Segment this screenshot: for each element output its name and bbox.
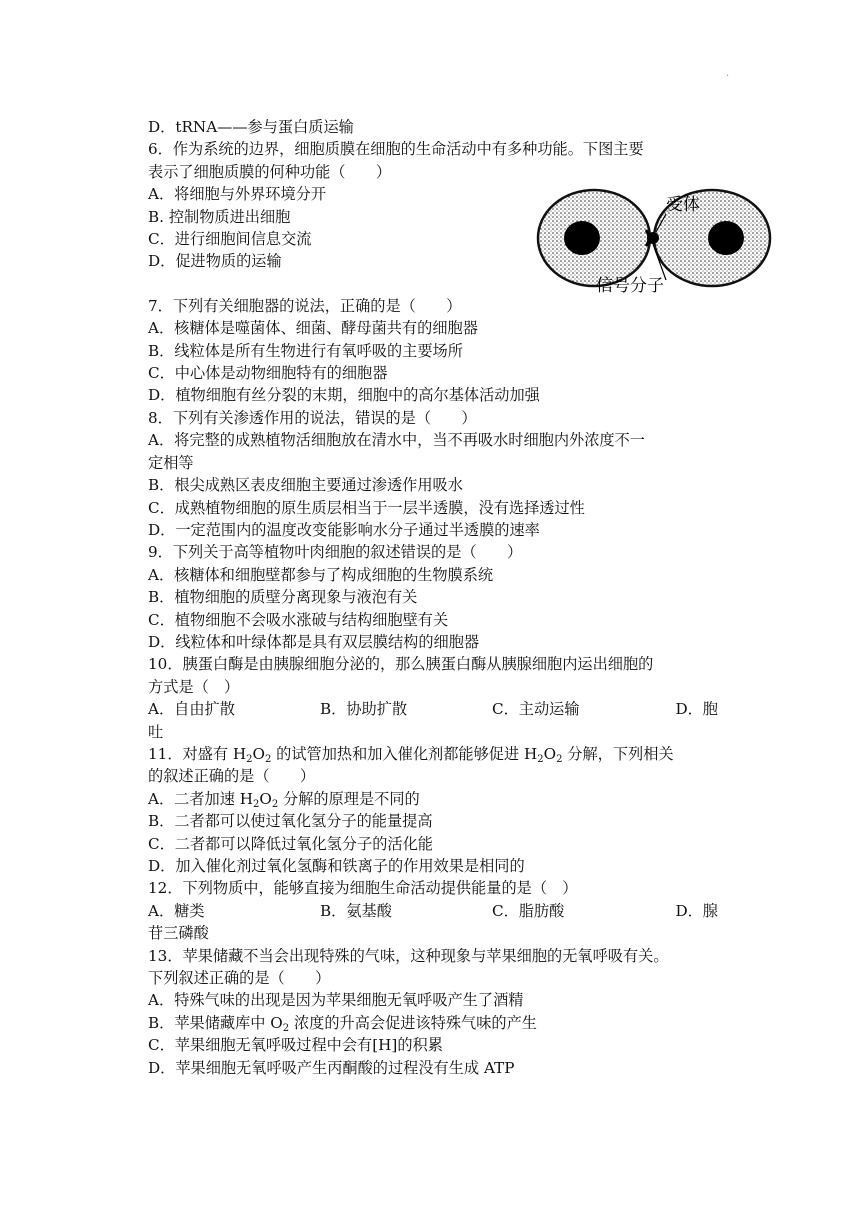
receptor-label: 受体 [666,195,700,215]
q13-option-c: C．苹果细胞无氧呼吸过程中会有[H]的积累 [148,1036,443,1055]
exam-page [148,116,718,1079]
question-9 [148,541,718,653]
question-11 [148,743,718,877]
q5-option-d: D．tRNA——参与蛋白质运输 [148,118,354,136]
q10-option-a: A．自由扩散 [148,700,235,719]
q11-option-c: C．二者都可以降低过氧化氢分子的活化能 [148,834,433,853]
q7-option-b: B．线粒体是所有生物进行有氧呼吸的主要场所 [148,341,463,360]
question-13 [148,945,718,1079]
q7-stem: 7．下列有关细胞器的说法，正确的是（ ） [148,296,462,315]
page-mark: . [726,68,730,79]
q9-option-d: D．线粒体和叶绿体都是具有双层膜结构的细胞器 [148,632,480,651]
q13-stem-line2: 下列叙述正确的是（ ） [148,969,331,988]
question-6 [148,138,718,272]
q7-option-d: D．植物细胞有丝分裂的末期，细胞中的高尔基体活动加强 [148,386,540,405]
q8-option-c: C．成熟植物细胞的原生质层相当于一层半透膜，没有选择透过性 [148,498,585,517]
q11-option-d: D．加入催化剂过氧化氢酶和铁离子的作用效果是相同的 [148,857,525,875]
q11-stem-line1: 11．对盛有 $H_2O_2$ 的试管加热和加入催化剂都能够促进 $H_2O_2$ 分解，下列相关 [148,744,674,765]
q12-option-d: D．腺 [675,901,718,920]
q12-option-a: A．糖类 [148,901,205,920]
q12-options-row [148,900,718,922]
q9-stem: 9．下列关于高等植物叶肉细胞的叙述错误的是（ ） [148,543,523,562]
q6-stem-line2: 表示了细胞质膜的何种功能（ ） [148,162,391,181]
q11-stem-line2: 的叙述正确的是（ ） [148,767,316,786]
q10-stem-line1: 10．胰蛋白酶是由胰腺细胞分泌的，那么胰蛋白酶从胰腺细胞内运出细胞的 [148,655,654,674]
q12-option-d-tail: 苷三磷酸 [148,924,209,943]
q11-option-a: A．二者加速 $H_2O_2$ 分解的原理是不同的 [148,789,420,810]
q10-options-row [148,698,718,720]
q10-option-b: B．协助扩散 [320,700,408,719]
question-12 [148,877,718,944]
q12-stem: 12．下列物质中，能够直接为细胞生命活动提供能量的是（ ） [148,879,578,898]
question-7 [148,295,718,407]
q13-stem-line1: 13．苹果储藏不当会出现特殊的气味，这种现象与苹果细胞的无氧呼吸有关。 [148,946,669,965]
q6-option-a: A．将细胞与外界环境分开 [148,185,327,204]
q13-option-d: D．苹果细胞无氧呼吸产生丙酮酸的过程没有生成 ATP [148,1058,515,1077]
q12-option-b: B．氨基酸 [320,901,392,920]
q6-stem-line1: 6．作为系统的边界，细胞质膜在细胞的生命活动中有多种功能。下图主要 [148,140,644,159]
q11-option-b: B．二者都可以使过氧化氢分子的能量提高 [148,812,433,831]
q12-option-c: C．脂肪酸 [492,901,565,920]
q7-option-a: A．核糖体是噬菌体、细菌、酵母菌共有的细胞器 [148,319,478,338]
q8-option-d: D．一定范围内的温度改变能影响水分子通过半透膜的速率 [148,520,540,539]
q10-option-c: C．主动运输 [492,700,580,719]
question-10 [148,653,718,743]
signal-molecule-label: 信号分子 [596,276,664,294]
question-8 [148,407,718,541]
q6-option-d: D．促进物质的运输 [148,252,282,271]
q8-stem: 8．下列有关渗透作用的说法，错误的是（ ） [148,408,477,427]
q7-option-c: C．中心体是动物细胞特有的细胞器 [148,364,388,383]
q6-option-b: B. 控制物质进出细胞 [148,207,291,226]
q8-option-b: B．根尖成熟区表皮细胞主要通过渗透作用吸水 [148,476,463,495]
q13-option-b: B．苹果储藏库中 $O_2$ 浓度的升高会促进该特殊气味的产生 [148,1013,537,1034]
q9-option-b: B．植物细胞的质壁分离现象与液泡有关 [148,588,418,607]
q13-option-a: A．特殊气味的出现是因为苹果细胞无氧呼吸产生了酒精 [148,991,524,1010]
q9-option-c: C．植物细胞不会吸水涨破与结构细胞壁有关 [148,610,449,629]
q8-option-a-line1: A．将完整的成熟植物活细胞放在清水中，当不再吸水时细胞内外浓度不一 [148,431,645,450]
q6-option-c: C．进行细胞间信息交流 [148,230,312,249]
q10-option-d-tail: 吐 [148,722,164,741]
q9-option-a: A．核糖体和细胞壁都参与了构成细胞的生物膜系统 [148,565,494,584]
q8-option-a-line2: 定相等 [148,453,194,472]
q10-stem-line2: 方式是（ ） [148,677,240,696]
q10-option-d: D．胞 [675,700,718,719]
